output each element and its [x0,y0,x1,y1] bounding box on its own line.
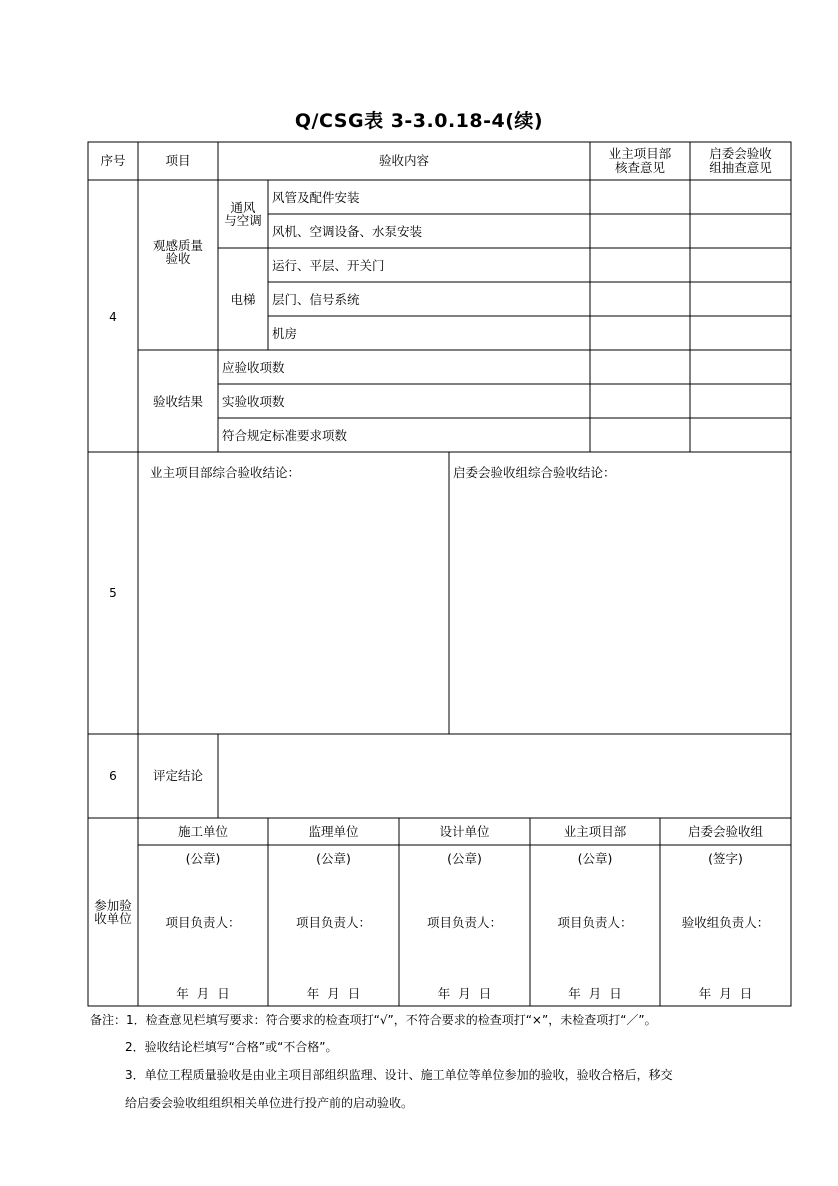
result-item-3: 符合规定标准要求项数 [222,428,348,443]
unit-name-owner: 业主项目部 [563,824,627,839]
date-owner: 年 月 日 [568,986,622,1001]
owner-conclusion-label: 业主项目部综合验收结论： [150,465,301,480]
note-1: 备注：1．检查意见栏填写要求：符合要求的检查项打“√”，不符合要求的检查项打“×”，未检查项打“／”。 [90,1013,657,1027]
date-design: 年 月 日 [437,986,492,1001]
result-item-1: 应验收项数 [222,360,285,375]
header-seq: 序号 [100,153,126,168]
row6-seq: 6 [109,769,117,783]
elevator-item-1: 运行、平层、开关门 [272,258,385,273]
row4-seq: 4 [109,310,117,324]
participating-units-label-line2: 收单位 [94,911,132,926]
date-supervision: 年 月 日 [306,986,361,1001]
hvac-label-line1: 通风 [230,200,256,215]
seal-design: (公章) [447,851,482,866]
elevator-item-3: 机房 [272,326,298,341]
row5-seq: 5 [109,586,117,600]
seal-construction: (公章) [185,851,221,866]
appearance-quality-label-line2: 验收 [165,251,191,266]
header-item: 项目 [165,153,191,168]
signature-committee: (签字) [708,851,743,866]
unit-name-design: 设计单位 [439,824,490,839]
note-3: 3．单位工程质量验收是由业主项目部组织监理、设计、施工单位等单位参加的验收，验收合格后，移交 [125,1068,673,1082]
unit-name-supervision: 监理单位 [308,824,359,839]
header-committee-opinion-line2: 组抽查意见 [709,160,772,175]
person-owner: 项目负责人： [557,915,633,930]
form-title: Q/CSG表 3-3.0.18-4(续) [294,110,544,132]
header-content: 验收内容 [378,153,429,168]
elevator-label: 电梯 [230,292,256,307]
hvac-item-1: 风管及配件安装 [272,190,360,205]
header-owner-opinion-line1: 业主项目部 [608,146,672,161]
committee-conclusion-label: 启委会验收组综合验收结论： [453,465,616,480]
date-construction: 年 月 日 [176,986,230,1001]
header-committee-opinion-line1: 启委会验收 [709,146,772,161]
note-2: 2．验收结论栏填写“合格”或“不合格”。 [125,1040,338,1054]
elevator-item-2: 层门、信号系统 [272,292,360,307]
header-owner-opinion-line2: 核查意见 [614,160,665,175]
person-committee: 验收组负责人： [681,915,770,930]
evaluation-conclusion-label: 评定结论 [152,768,203,783]
appearance-quality-label-line1: 观感质量 [152,238,203,253]
hvac-item-2: 风机、空调设备、水泵安装 [272,224,423,239]
note-4: 给启委会验收组组织相关单位进行投产前的启动验收。 [125,1096,414,1110]
unit-name-committee: 启委会验收组 [687,824,763,839]
seal-owner: (公章) [577,851,613,866]
participating-units-label-line1: 参加验 [94,898,132,913]
result-item-2: 实验收项数 [222,394,285,409]
acceptance-result-label: 验收结果 [152,394,203,409]
hvac-label-line2: 与空调 [224,213,262,228]
seal-supervision: (公章) [316,851,351,866]
person-construction: 项目负责人： [165,915,241,930]
unit-name-construction: 施工单位 [177,824,228,839]
person-supervision: 项目负责人： [295,915,371,930]
date-committee: 年 月 日 [698,986,753,1001]
person-design: 项目负责人： [426,915,502,930]
